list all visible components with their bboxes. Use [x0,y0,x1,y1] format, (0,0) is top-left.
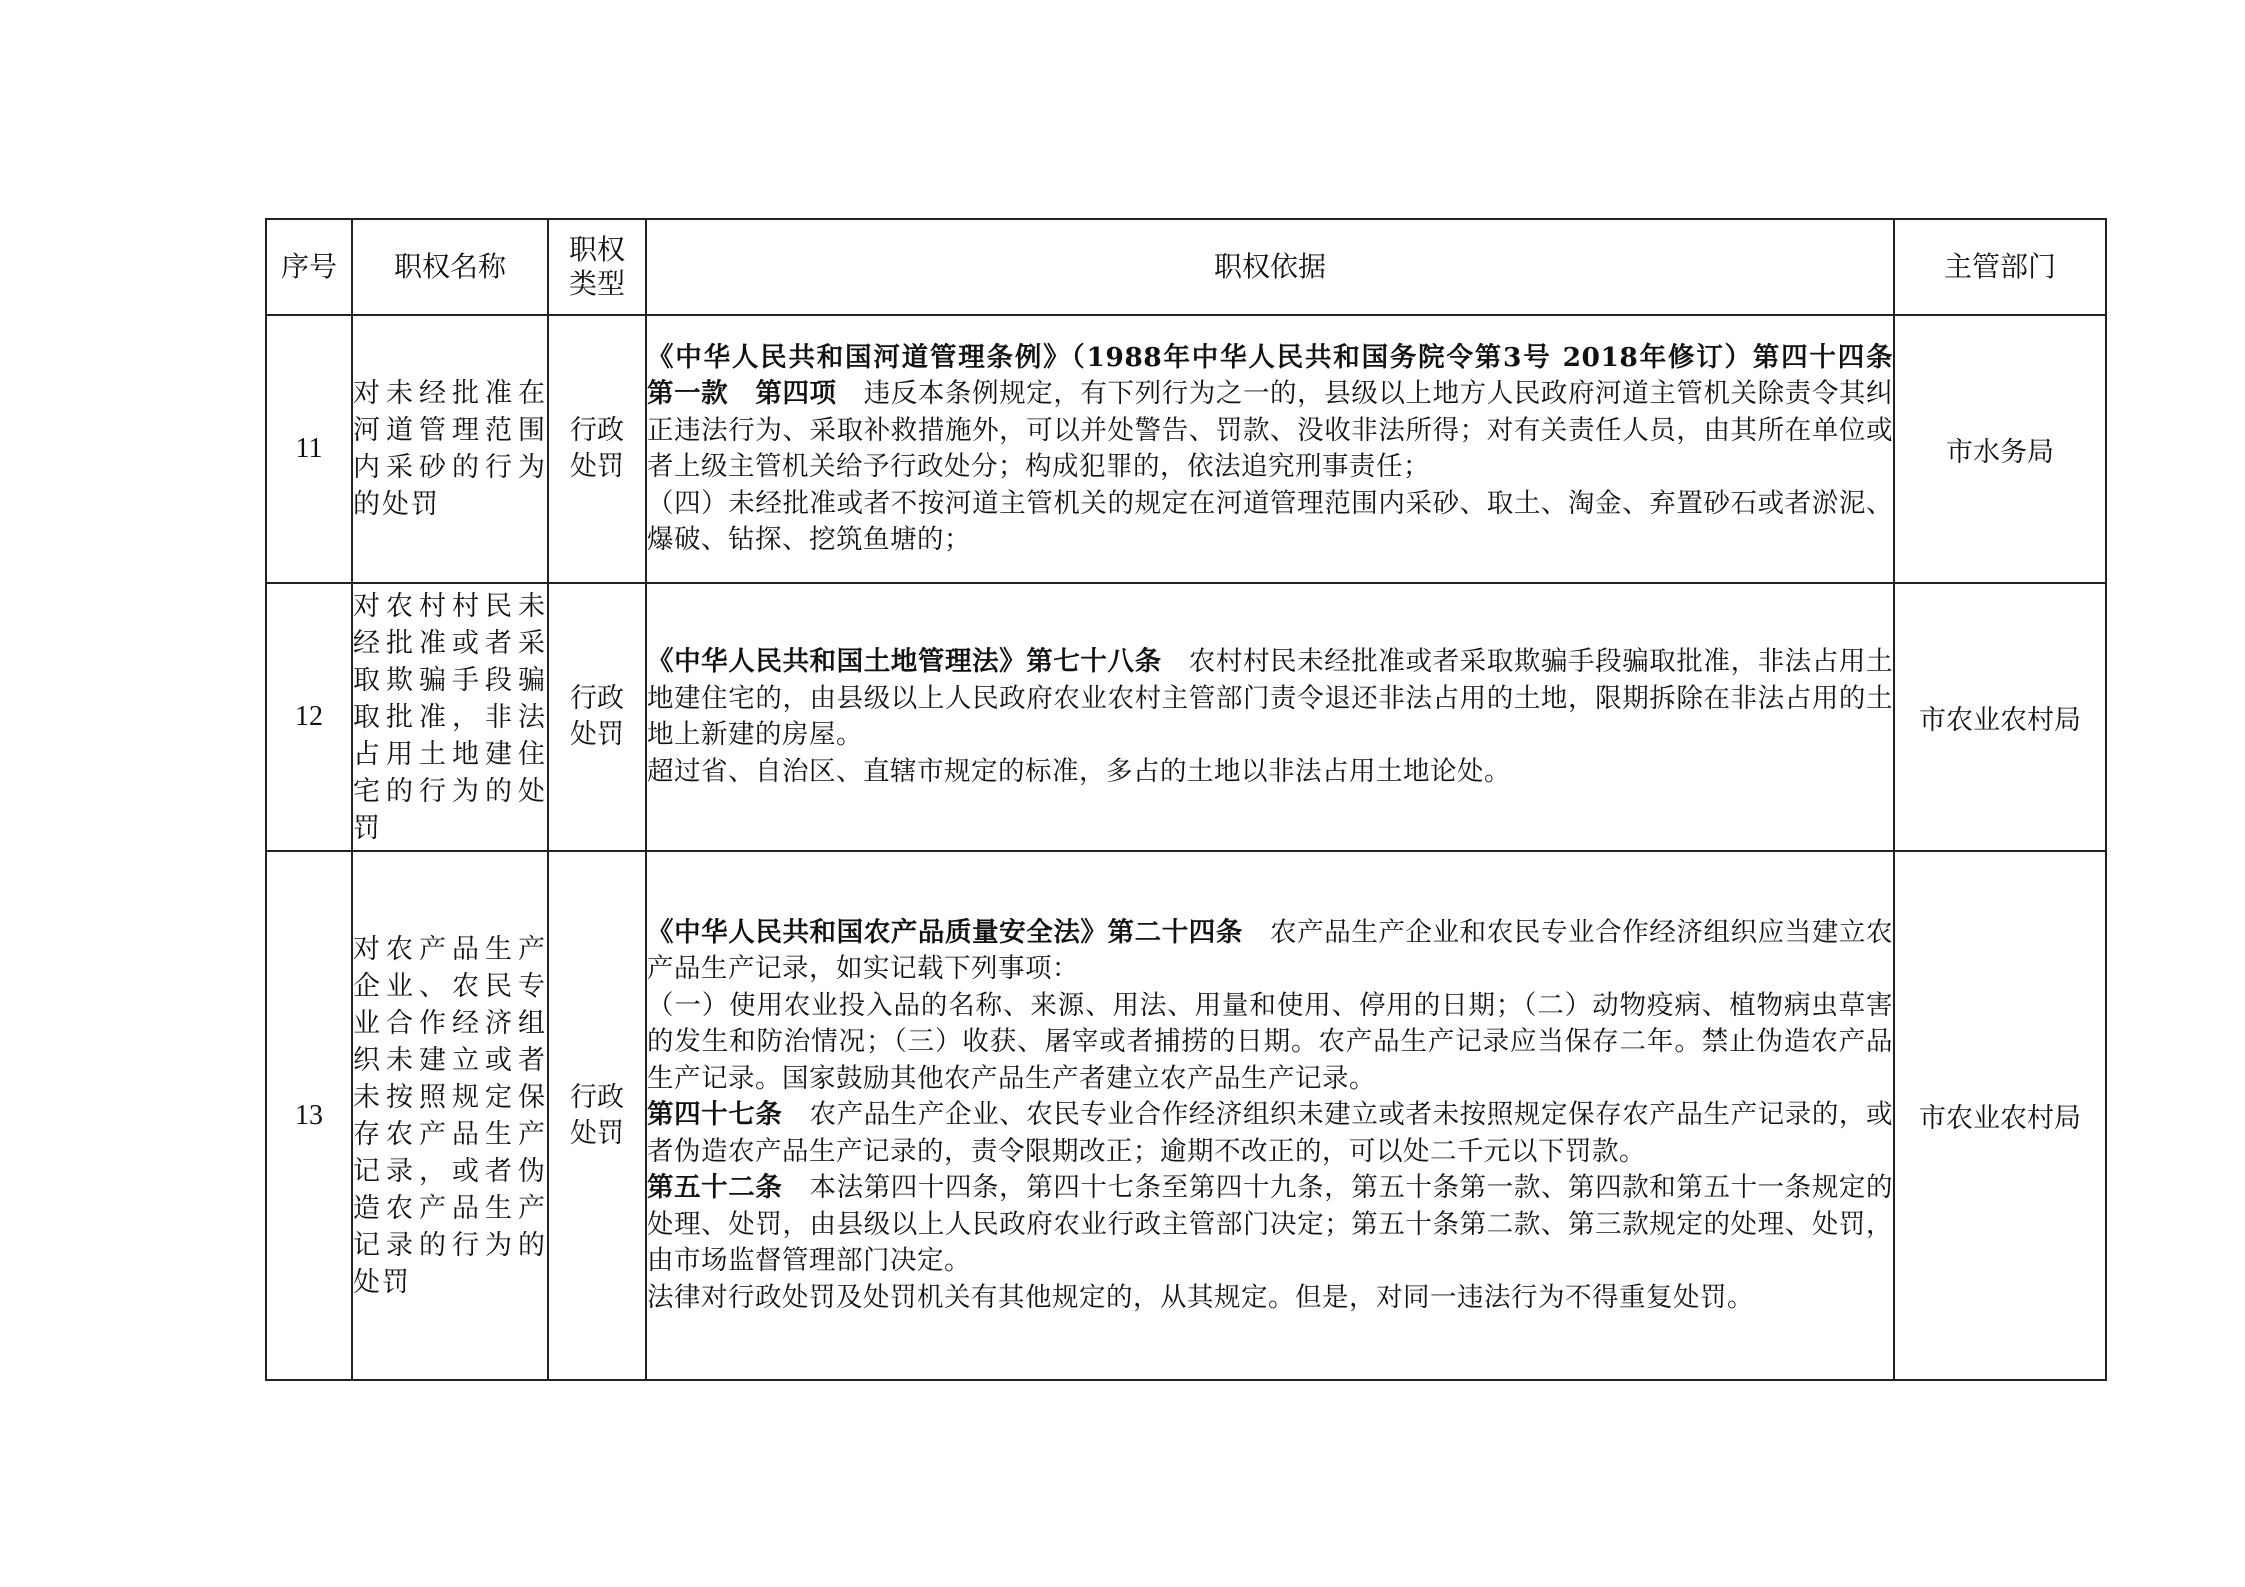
basis-paragraph: 第五十二条 本法第四十四条，第四十七条至第四十九条，第五十条第一款、第四款和第五十一条规定的处理、处罚，由县级以上人民政府农业行政主管部门决定；第五十条第二款、第三款规定的处理、处罚，由市场监督管理部门决定。 [647,1172,1894,1277]
basis-paragraph: 《中华人民共和国农产品质量安全法》第二十四条 农产品生产企业和农民专业合作经济组织应当建立农产品生产记录，如实记载下列事项： [647,916,1894,985]
authority-table [265,218,2107,1381]
header-name: 职权名称 [352,219,548,315]
basis-paragraph: 超过省、自治区、直辖市规定的标准，多占的土地以非法占用土地论处。 [647,755,1511,787]
table-row [266,851,2106,1380]
row-basis [646,851,1894,1380]
header-dept: 主管部门 [1894,219,2106,315]
basis-citation: 《中华人民共和国河道管理条例》（1988年中华人民共和国务院令第3号 2018年修订）第四十四条 第一款 第四项 [647,341,1920,409]
row-name: 对农村村民未经批准或者采取欺骗手段骗取批准，非法占用土地建住宅的行为的处罚 [352,583,548,851]
basis-paragraph: 法律对行政处罚及处罚机关有其他规定的，从其规定。但是，对同一违法行为不得重复处罚。 [647,1281,1754,1313]
row-name: 对农产品生产企业、农民专业合作经济组织未建立或者未按照规定保存农产品生产记录，或者伪造农产品生产记录的行为的处罚 [352,851,548,1380]
basis-citation: 《中华人民共和国农产品质量安全法》第二十四条 [647,916,1243,948]
basis-paragraph: （四）未经批准或者不按河道主管机关的规定在河道管理范围内采砂、取土、淘金、弃置砂石或者淤泥、爆破、钻探、挖筑鱼塘的； [647,487,1893,555]
row-basis [646,315,1920,583]
row-no: 13 [266,851,352,1380]
header-no: 序号 [266,219,352,315]
row-dept: 市农业农村局 [1894,851,2106,1380]
row-type: 行政 处罚 [548,851,646,1380]
basis-paragraph: 《中华人民共和国土地管理法》第七十八条 农村村民未经批准或者采取欺骗手段骗取批准，非法占用土地建住宅的，由县级以上人民政府农业农村主管部门责令退还非法占用的土地，限期拆除在非法占用的土地上新建的房屋。 [647,646,1894,750]
row-dept: 市水务局 [1894,315,2106,583]
row-dept: 市农业农村局 [1894,583,2106,851]
row-type: 行政 处罚 [548,583,646,851]
row-type: 行政 处罚 [548,315,646,583]
basis-citation: 第四十七条 [647,1099,783,1131]
table-header-row [266,219,2106,315]
row-no: 12 [266,583,352,851]
header-type [548,219,646,315]
header-basis: 职权依据 [646,219,1894,315]
basis-paragraph: 第四十七条 农产品生产企业、农民专业合作经济组织未建立或者未按照规定保存农产品生产记录的，或者伪造农产品生产记录的，责令限期改正；逾期不改正的，可以处二千元以下罚款。 [647,1099,1894,1167]
basis-citation: 《中华人民共和国土地管理法》第七十八条 [647,646,1162,677]
header-type-line1: 职权 [568,233,625,266]
header-type-line2: 类型 [568,267,625,300]
table-row [266,315,2106,583]
row-no: 11 [266,315,352,583]
basis-paragraph: 《中华人民共和国河道管理条例》（1988年中华人民共和国务院令第3号 2018年修订）第四十四条 第一款 第四项 违反本条例规定，有下列行为之一的，县级以上地方人民政府河道主管机关除责令其纠正违法行为、采取补救措施外，可以并处警告、罚款、没收非法所得；对有关责任人员，由其所在单位或者上级主管机关给予行政处分；构成犯罪的，依法追究刑事责任； [647,341,1920,482]
row-name: 对未经批准在河道管理范围内采砂的行为的处罚 [352,315,548,583]
basis-citation: 第五十二条 [647,1172,783,1204]
row-basis [646,583,1894,851]
basis-paragraph: （一）使用农业投入品的名称、来源、用法、用量和使用、停用的日期；（二）动物疫病、植物病虫草害的发生和防治情况；（三）收获、屠宰或者捕捞的日期。农产品生产记录应当保存二年。禁止伪造农产品生产记录。国家鼓励其他农产品生产者建立农产品生产记录。 [647,989,1893,1094]
table-row [266,583,2106,851]
